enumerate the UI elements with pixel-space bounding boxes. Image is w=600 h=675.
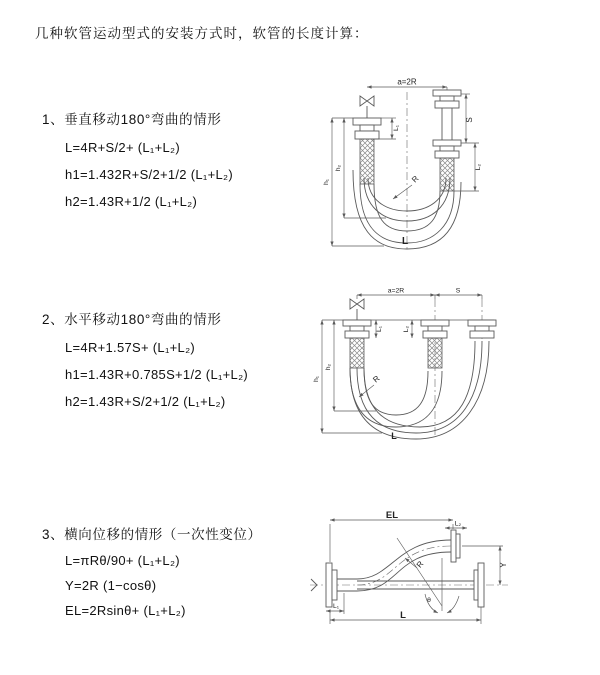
section-1-heading: 1、垂直移动180°弯曲的情形 <box>42 112 222 127</box>
dimension-l <box>330 607 481 624</box>
section-2 <box>42 308 248 409</box>
left-braid-hose <box>360 139 374 184</box>
section-3-formula-l: L=πRθ/90+ (L₁+L₂) <box>65 553 180 568</box>
left-flange <box>326 563 357 607</box>
dim-label-h2: h₂ <box>325 363 332 371</box>
section-2-formula-h2: h2=1.43R+S/2+1/2 (L₁+L₂) <box>65 394 226 409</box>
dim-label-s: S <box>465 117 474 123</box>
valve-icon <box>350 299 364 320</box>
dim-label-el: EL <box>385 510 399 521</box>
section-1-formula-l: L=4R+S/2+ (L₁+L₂) <box>65 140 180 155</box>
angle-construction <box>397 538 459 613</box>
diagram-horizontal-180-bend <box>312 283 545 443</box>
dimension-s <box>461 94 479 143</box>
page-title: 几种软管运动型式的安装方式时，软管的长度计算： <box>35 26 369 41</box>
radius-leader <box>359 374 382 397</box>
section-1-formula-h2: h2=1.43R+1/2 (L₁+L₂) <box>65 194 198 209</box>
dim-label-l: L <box>391 431 397 441</box>
dimension-l2 <box>403 320 412 338</box>
diagram-lateral-displacement <box>300 508 560 648</box>
dimension-a2r <box>357 288 435 300</box>
valve-icon <box>360 96 374 118</box>
middle-flange <box>421 320 449 368</box>
dim-label-l2: L₂ <box>403 325 410 333</box>
dimension-el <box>330 510 453 562</box>
right-pipe-flanges <box>433 90 461 191</box>
dim-label-l1: L₁ <box>376 325 383 333</box>
section-2-formula-l: L=4R+1.57S+ (L₁+L₂) <box>65 340 196 355</box>
dimension-s <box>435 288 482 300</box>
dim-label-l2: L₂ <box>475 163 482 171</box>
dim-label-l2: L₂ <box>454 520 462 528</box>
dim-label-h1: h₁ <box>323 178 330 186</box>
dim-label-r: R <box>410 174 421 185</box>
hose-s-curve <box>357 540 451 591</box>
left-flange <box>353 118 381 139</box>
section-1-formula-h1: h1=1.432R+S/2+1/2 (L₁+L₂) <box>65 167 233 182</box>
right-flange <box>468 320 496 338</box>
dim-label-l: L <box>401 236 409 247</box>
section-3-formula-y: Y=2R (1−cosθ) <box>65 578 157 593</box>
dim-label-theta: θ <box>427 597 431 604</box>
dimension-l2 <box>454 143 482 191</box>
dim-label-a2r: a=2R <box>387 287 405 295</box>
dim-label-r: R <box>371 373 382 385</box>
section-3-heading: 3、横向位移的情形（一次性变位） <box>42 527 262 542</box>
section-1 <box>42 108 233 209</box>
section-3 <box>42 523 262 618</box>
dimension-l2 <box>445 521 467 529</box>
dim-label-l1: L₁ <box>393 124 400 132</box>
left-flange <box>343 320 371 368</box>
dim-label-r: R <box>414 559 426 570</box>
dim-label-s: S <box>455 287 461 295</box>
dim-label-l: L <box>400 610 406 621</box>
section-2-formula-h1: h1=1.43R+0.785S+1/2 (L₁+L₂) <box>65 367 249 382</box>
section-2-heading: 2、水平移动180°弯曲的情形 <box>42 312 222 327</box>
dim-label-a2r: a=2R <box>397 78 417 87</box>
dim-label-y: Y <box>499 562 508 568</box>
dim-label-h2: h₂ <box>335 164 342 172</box>
dimension-y <box>462 546 508 585</box>
upper-right-flange <box>451 530 460 562</box>
dimension-a2r <box>367 78 447 90</box>
section-3-formula-el: EL=2Rsinθ+ (L₁+L₂) <box>65 603 186 618</box>
hose-u-bends <box>350 341 489 439</box>
dim-label-l1: L₁ <box>332 603 340 610</box>
dim-label-h1: h₁ <box>313 375 320 383</box>
diagram-vertical-180-bend <box>320 78 535 253</box>
dimension-l1 <box>376 320 383 338</box>
